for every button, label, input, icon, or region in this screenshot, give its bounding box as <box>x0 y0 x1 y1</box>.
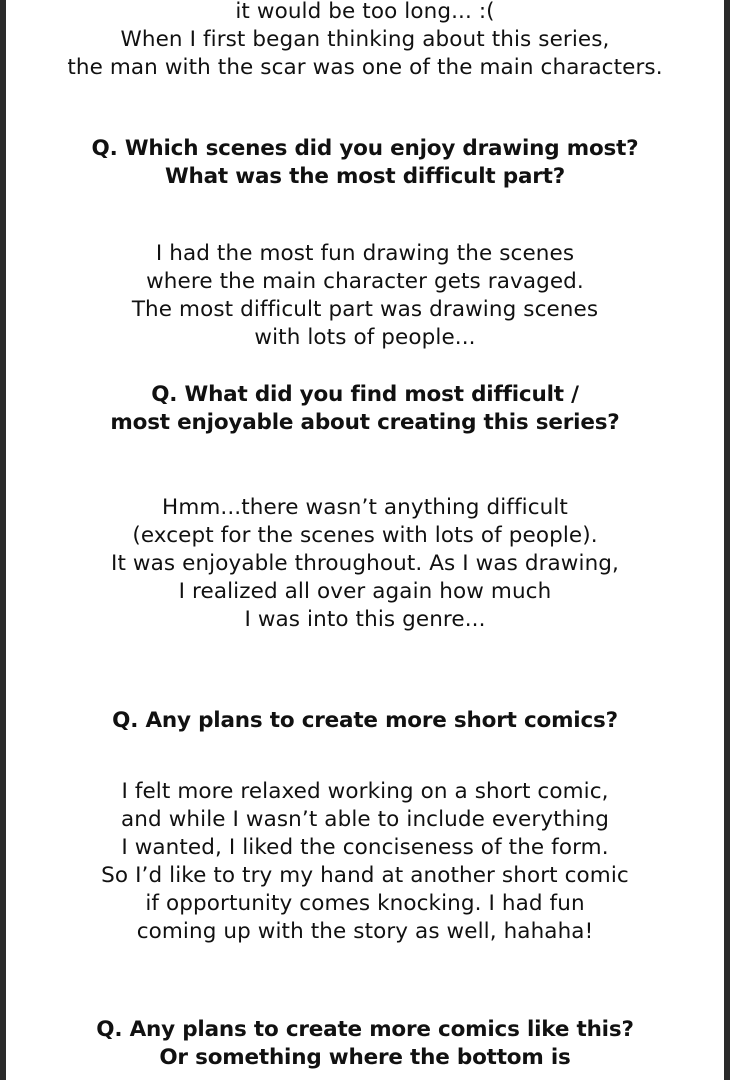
question-line: What was the most difficult part? <box>165 164 565 189</box>
answer-line: the man with the scar was one of the main characters. <box>67 55 663 80</box>
question-line: Or something where the bottom is <box>159 1045 571 1070</box>
answer-line: It was enjoyable throughout. As I was drawing, <box>111 551 619 576</box>
question-line: Q. Which scenes did you enjoy drawing most? <box>91 136 639 161</box>
answer-line: When I first began thinking about this series, <box>120 27 610 52</box>
answer-line: I wanted, I liked the conciseness of the form. <box>121 835 609 860</box>
answer-line: So I’d like to try my hand at another short comic <box>101 863 629 888</box>
answer-line: Hmm...there wasn’t anything difficult <box>162 495 568 520</box>
question-line: most enjoyable about creating this series? <box>110 410 620 435</box>
answer-line: I felt more relaxed working on a short comic, <box>121 779 609 804</box>
answer-line: The most difficult part was drawing scenes <box>131 297 599 322</box>
answer-line: (except for the scenes with lots of people). <box>132 523 598 548</box>
answer-line: I realized all over again how much <box>178 579 552 604</box>
document-page <box>6 0 724 1080</box>
answer-line: I was into this genre... <box>244 607 486 632</box>
answer-line: I had the most fun drawing the scenes <box>155 241 575 266</box>
answer-line: where the main character gets ravaged. <box>146 269 584 294</box>
answer-line: coming up with the story as well, hahaha! <box>136 919 594 944</box>
answer-line: if opportunity comes knocking. I had fun <box>145 891 585 916</box>
answer-line: it would be too long... :( <box>235 0 495 24</box>
question-line: Q. Any plans to create more comics like this? <box>96 1017 634 1042</box>
question-line: Q. Any plans to create more short comics? <box>112 708 618 733</box>
question-line: Q. What did you find most difficult / <box>151 382 579 407</box>
answer-line: with lots of people... <box>254 325 476 350</box>
answer-line: and while I wasn’t able to include everything <box>121 807 609 832</box>
